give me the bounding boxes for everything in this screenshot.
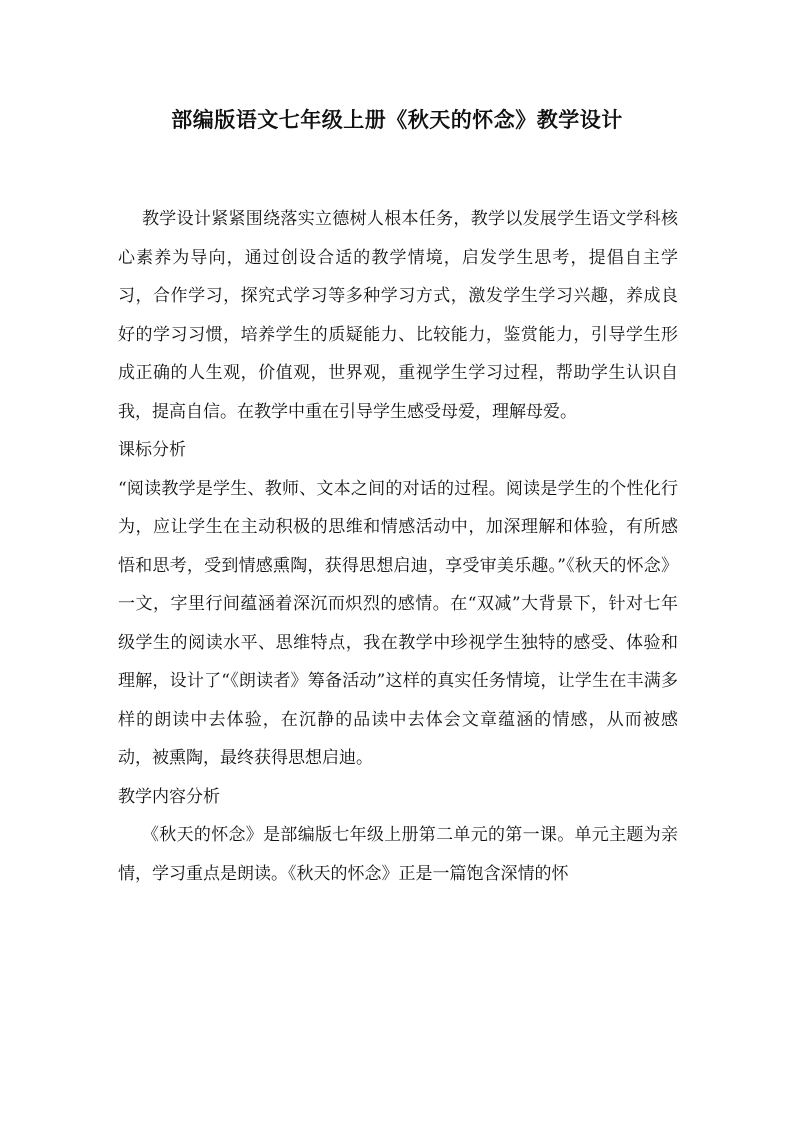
document-title: 部编版语文七年级上册《秋天的怀念》教学设计 <box>171 108 623 132</box>
document-body <box>118 200 678 893</box>
intro-paragraph: 教学设计紧紧围绕落实立德树人根本任务，教学以发展学生语文学科核心素养为导向，通过创设合适的教学情境，启发学生思考，提倡自主学习，合作学习，探究式学习等多种学习方式，激发学生学习兴趣，养成良好的学习习惯，培养学生的质疑能力、比较能力，鉴赏能力，引导学生形成正确的人生观，价值观，世界观，重视学生学习过程，帮助学生认识自我，提高自信。在教学中重在引导学生感受母爱，理解母爱。 <box>118 209 678 422</box>
section-heading-content-analysis: 教学内容分析 <box>118 786 220 807</box>
curriculum-analysis-paragraph: “阅读教学是学生、教师、文本之间的对话的过程。阅读是学生的个性化行为，应让学生在主动积极的思维和情感活动中，加深理解和体验，有所感悟和思考，受到情感熏陶，获得思想启迪，享受审美乐趣。”《秋天的怀念》一文，字里行间蕴涵着深沉而炽烈的感情。在“双减”大背景下，针对七年级学生的阅读水平、思维特点，我在教学中珍视学生独特的感受、体验和理解，设计了“《朗读者》筹备活动”这样的真实任务情境，让学生在丰满多样的朗读中去体验，在沉静的品读中去体会文章蕴涵的情感，从而被感动，被熏陶，最终获得思想启迪。 <box>118 478 678 768</box>
content-analysis-paragraph: 《秋天的怀念》是部编版七年级上册第二单元的第一课。单元主题为亲情，学习重点是朗读。《秋天的怀念》正是一篇饱含深情的怀 <box>118 825 678 884</box>
section-heading-curriculum-analysis: 课标分析 <box>118 440 186 460</box>
